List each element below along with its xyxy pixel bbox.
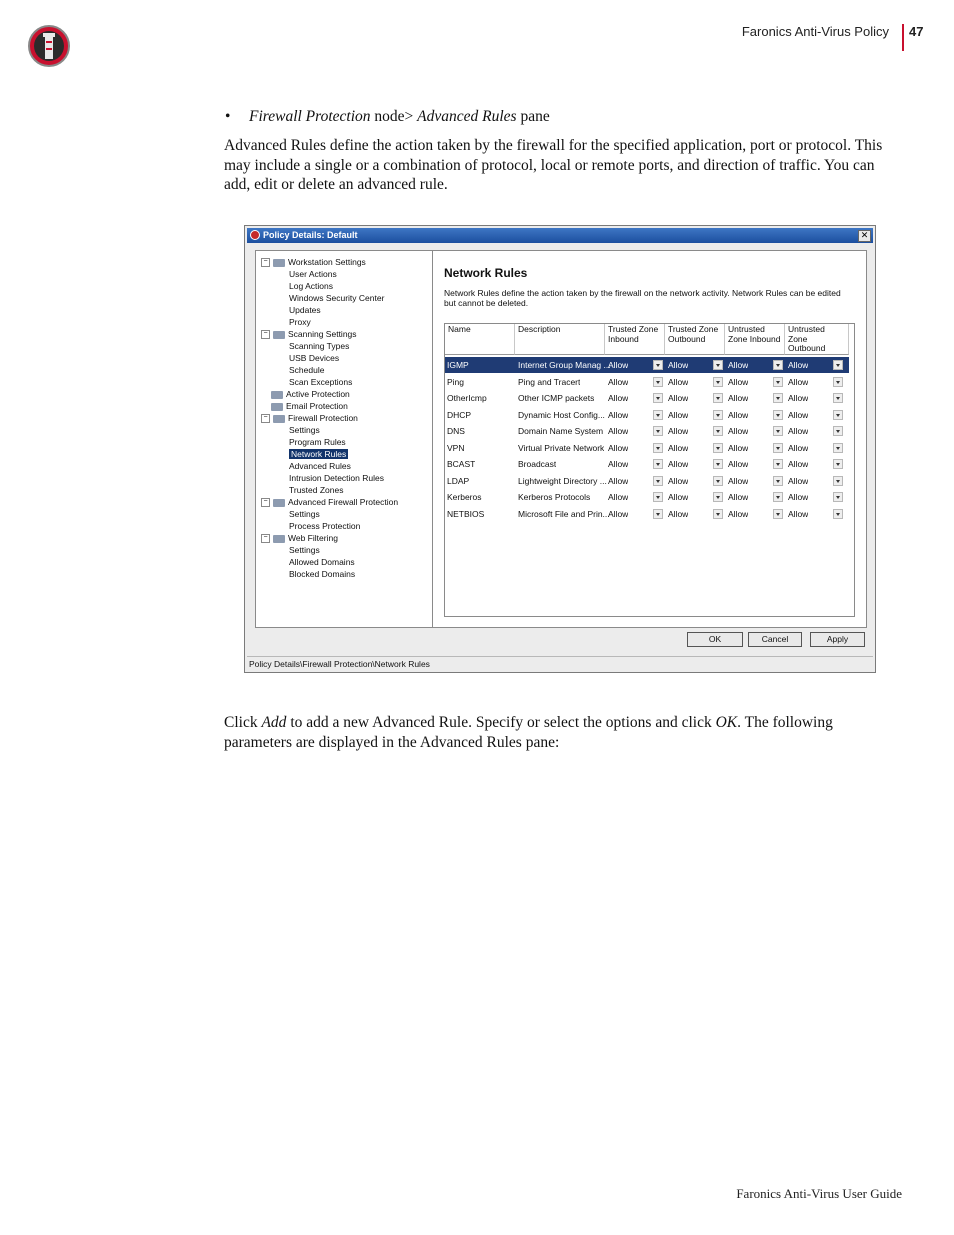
- rule-action-value: Allow: [608, 508, 629, 519]
- dropdown-arrow-icon[interactable]: [653, 443, 663, 453]
- folder-icon: [271, 391, 283, 399]
- dropdown-arrow-icon[interactable]: [713, 426, 723, 436]
- rule-action-value: Allow: [668, 508, 689, 519]
- rule-action-value: Allow: [788, 508, 809, 519]
- pane-description: Network Rules define the action taken by the firewall on the network activity. Network Rules can be edited but cannot be deleted.: [444, 288, 841, 308]
- tree-item[interactable]: [289, 364, 324, 376]
- rule-action-value: Allow: [788, 360, 809, 370]
- folder-icon: [273, 331, 285, 339]
- tree-item[interactable]: [261, 412, 358, 424]
- rule-action-value: Allow: [728, 376, 749, 387]
- rule-action-value: Allow: [728, 360, 749, 370]
- rule-action-value: Allow: [668, 393, 689, 403]
- dropdown-arrow-icon[interactable]: [833, 459, 843, 469]
- tree-item[interactable]: [289, 556, 355, 568]
- dropdown-arrow-icon[interactable]: [713, 360, 723, 370]
- rule-action-value: Allow: [668, 492, 689, 502]
- dropdown-arrow-icon[interactable]: [833, 377, 843, 387]
- rule-action-value: Allow: [668, 360, 689, 370]
- dropdown-arrow-icon[interactable]: [713, 509, 723, 519]
- status-bar: Policy Details\Firewall Protection\Network Rules: [247, 656, 873, 671]
- dropdown-arrow-icon[interactable]: [713, 393, 723, 403]
- rule-action-value: Allow: [788, 492, 809, 502]
- apply-button[interactable]: Apply: [810, 632, 865, 647]
- tree-item[interactable]: [289, 292, 384, 304]
- tree-item[interactable]: [289, 340, 349, 352]
- rule-name: LDAP: [447, 475, 470, 486]
- tree-item-label: Email Protection: [286, 401, 348, 411]
- bullet-sep: node>: [370, 108, 418, 125]
- table-row[interactable]: [445, 456, 849, 472]
- rule-action-value: Allow: [668, 475, 689, 486]
- tree-item-label: Proxy: [289, 317, 311, 327]
- bullet-node-name: Firewall Protection: [249, 108, 371, 125]
- bullet-dot: •: [225, 108, 231, 125]
- column-header[interactable]: Trusted Zone Inbound: [605, 324, 665, 355]
- tree-item[interactable]: [289, 376, 352, 388]
- table-row[interactable]: [445, 407, 849, 423]
- rule-name: DHCP: [447, 409, 472, 420]
- table-row[interactable]: [445, 423, 849, 439]
- policy-details-dialog: [244, 225, 876, 673]
- column-header[interactable]: Description: [515, 324, 605, 355]
- rule-action-value: Allow: [788, 426, 809, 436]
- rule-action-value: Allow: [728, 442, 749, 453]
- after-ok-word: OK: [715, 714, 738, 731]
- rule-action-value: Allow: [668, 459, 689, 469]
- column-header[interactable]: Untrusted Zone Outbound: [785, 324, 849, 355]
- rule-name: BCAST: [447, 459, 476, 469]
- expand-toggle-icon[interactable]: −: [261, 414, 270, 423]
- tree-item[interactable]: [289, 316, 311, 328]
- rule-action-value: Allow: [608, 475, 629, 486]
- network-rules-pane: [432, 250, 867, 628]
- tree-item[interactable]: [289, 484, 344, 496]
- dropdown-arrow-icon[interactable]: [833, 443, 843, 453]
- tree-item[interactable]: [289, 280, 333, 292]
- bullet-suffix: pane: [516, 108, 550, 125]
- rule-description: Other ICMP packets: [518, 393, 595, 403]
- dropdown-arrow-icon[interactable]: [653, 360, 663, 370]
- after-paragraph: [224, 713, 884, 752]
- dropdown-arrow-icon[interactable]: [833, 393, 843, 403]
- dropdown-arrow-icon[interactable]: [833, 360, 843, 370]
- tree-item-label: Settings: [289, 425, 320, 435]
- column-header[interactable]: Name: [445, 324, 515, 355]
- rule-name: NETBIOS: [447, 508, 485, 519]
- tree-item-label: Network Rules: [291, 449, 347, 459]
- page-number: 47: [909, 24, 924, 39]
- dropdown-arrow-icon[interactable]: [773, 393, 783, 403]
- rule-description: Broadcast: [518, 459, 557, 469]
- dropdown-arrow-icon[interactable]: [773, 492, 783, 502]
- tree-item-label: Intrusion Detection Rules: [289, 473, 384, 483]
- tree-item[interactable]: [261, 400, 348, 412]
- dropdown-arrow-icon[interactable]: [713, 476, 723, 486]
- rule-action-value: Allow: [788, 459, 809, 469]
- rule-action-value: Allow: [788, 409, 809, 420]
- tree-item-label: Advanced Firewall Protection: [288, 497, 399, 507]
- tree-item-label: Settings: [289, 545, 320, 555]
- expand-toggle-icon[interactable]: −: [261, 534, 270, 543]
- dropdown-arrow-icon[interactable]: [713, 410, 723, 420]
- rule-action-value: Allow: [728, 393, 749, 403]
- tree-item-label: Process Protection: [289, 521, 361, 531]
- policy-tree[interactable]: [255, 250, 433, 628]
- rule-action-value: Allow: [608, 442, 629, 453]
- tree-item-label: Program Rules: [289, 437, 346, 447]
- tree-item[interactable]: [289, 568, 355, 580]
- close-icon[interactable]: ✕: [858, 230, 871, 242]
- rule-action-value: Allow: [608, 426, 629, 436]
- header-title: Faronics Anti-Virus Policy: [741, 24, 889, 39]
- dropdown-arrow-icon[interactable]: [833, 426, 843, 436]
- dropdown-arrow-icon[interactable]: [653, 410, 663, 420]
- expand-toggle-icon[interactable]: −: [261, 258, 270, 267]
- bullet-pane-name: Advanced Rules: [417, 108, 517, 125]
- rule-action-value: Allow: [608, 409, 629, 420]
- dropdown-arrow-icon[interactable]: [773, 426, 783, 436]
- dropdown-arrow-icon[interactable]: [773, 360, 783, 370]
- tree-item[interactable]: [289, 352, 339, 364]
- rule-action-value: Allow: [788, 376, 809, 387]
- column-header[interactable]: Untrusted Zone Inbound: [725, 324, 785, 355]
- tree-item-label: Firewall Protection: [288, 413, 358, 423]
- tree-item-label: Advanced Rules: [289, 461, 351, 471]
- rule-name: IGMP: [447, 360, 469, 370]
- tree-item-label: Trusted Zones: [289, 485, 344, 495]
- rule-description: Dynamic Host Config...: [518, 409, 605, 420]
- rule-description: Virtual Private Network: [518, 442, 605, 453]
- tree-item-label: Active Protection: [286, 389, 350, 399]
- folder-icon: [273, 415, 285, 423]
- tree-item[interactable]: [289, 424, 320, 436]
- rule-action-value: Allow: [728, 492, 749, 502]
- after-text-2: to add a new Advanced Rule. Specify or select the options and click: [286, 714, 716, 731]
- tree-item[interactable]: [261, 532, 338, 544]
- dropdown-arrow-icon[interactable]: [833, 410, 843, 420]
- rule-description: Lightweight Directory ...: [518, 475, 607, 486]
- rule-action-value: Allow: [668, 376, 689, 387]
- folder-icon: [271, 403, 283, 411]
- table-row[interactable]: [445, 506, 849, 522]
- table-row[interactable]: [445, 390, 849, 406]
- rule-description: Microsoft File and Prin...: [518, 508, 610, 519]
- rule-action-value: Allow: [728, 409, 749, 420]
- rule-action-value: Allow: [788, 442, 809, 453]
- tree-item[interactable]: [289, 268, 337, 280]
- tree-item-label: Updates: [289, 305, 321, 315]
- table-row[interactable]: [445, 374, 849, 390]
- tree-item[interactable]: [289, 508, 320, 520]
- dropdown-arrow-icon[interactable]: [653, 459, 663, 469]
- after-add-word: Add: [261, 714, 287, 731]
- dropdown-arrow-icon[interactable]: [653, 509, 663, 519]
- tree-item-label: Scanning Types: [289, 341, 350, 351]
- tree-item-label: Settings: [289, 509, 320, 519]
- table-row[interactable]: [445, 440, 849, 456]
- expand-toggle-icon[interactable]: −: [261, 330, 270, 339]
- tree-item-label: USB Devices: [289, 353, 340, 363]
- dropdown-arrow-icon[interactable]: [713, 492, 723, 502]
- tree-item[interactable]: [289, 520, 360, 532]
- tree-item[interactable]: [289, 448, 348, 460]
- tree-item-label: Blocked Domains: [289, 569, 356, 579]
- tree-item[interactable]: [289, 472, 384, 484]
- pane-title: Network Rules: [444, 266, 528, 280]
- dropdown-arrow-icon[interactable]: [833, 492, 843, 502]
- rule-name: Kerberos: [447, 492, 482, 502]
- rule-action-value: Allow: [728, 475, 749, 486]
- table-row[interactable]: [445, 489, 849, 505]
- tree-item[interactable]: [289, 460, 351, 472]
- dropdown-arrow-icon[interactable]: [713, 377, 723, 387]
- dialog-title: Policy Details: Default: [263, 230, 358, 240]
- rule-action-value: Allow: [788, 475, 809, 486]
- rule-action-value: Allow: [668, 409, 689, 420]
- rule-action-value: Allow: [608, 492, 629, 502]
- expand-toggle-icon: [261, 403, 268, 410]
- rule-description: Internet Group Manag ...: [518, 360, 611, 370]
- rule-action-value: Allow: [668, 442, 689, 453]
- tree-item-label: Allowed Domains: [289, 557, 355, 567]
- tree-item[interactable]: [261, 256, 366, 268]
- cancel-button[interactable]: Cancel: [748, 632, 802, 647]
- dropdown-arrow-icon[interactable]: [653, 476, 663, 486]
- dropdown-arrow-icon[interactable]: [773, 377, 783, 387]
- tree-item[interactable]: [261, 388, 350, 400]
- rule-name: Ping: [447, 376, 465, 387]
- rule-action-value: Allow: [608, 459, 629, 469]
- network-rules-grid: [444, 323, 855, 617]
- tree-item-label: Log Actions: [289, 281, 333, 291]
- dropdown-arrow-icon[interactable]: [653, 377, 663, 387]
- dropdown-arrow-icon[interactable]: [653, 492, 663, 502]
- tree-item-label: Scan Exceptions: [289, 377, 353, 387]
- dialog-app-icon: [250, 230, 260, 240]
- header-divider: [902, 24, 904, 51]
- table-row[interactable]: [445, 473, 849, 489]
- faronics-logo: [27, 24, 71, 68]
- rule-action-value: Allow: [608, 376, 629, 387]
- dropdown-arrow-icon[interactable]: [653, 426, 663, 436]
- rule-action-value: Allow: [728, 426, 749, 436]
- folder-icon: [273, 259, 285, 267]
- table-row[interactable]: [445, 357, 849, 373]
- tree-item[interactable]: [289, 544, 320, 556]
- ok-button[interactable]: OK: [687, 632, 743, 647]
- rule-action-value: Allow: [728, 508, 749, 519]
- footer-guide-title: Faronics Anti-Virus User Guide: [736, 1186, 902, 1201]
- rule-action-value: Allow: [788, 393, 809, 403]
- folder-icon: [273, 535, 285, 543]
- bullet-item: [225, 108, 550, 126]
- tree-item-label: Scanning Settings: [288, 329, 357, 339]
- tree-item-label: Web Filtering: [288, 533, 338, 543]
- expand-toggle-icon: [261, 391, 268, 398]
- intro-paragraph: Advanced Rules define the action taken by the firewall for the specified application, port or protocol. This may include a single or a combination of protocol, local or remote ports, and direction of traffic. You can add, edit or delete an advanced rule.: [224, 137, 883, 193]
- rule-action-value: Allow: [668, 426, 689, 436]
- rule-description: Ping and Tracert: [518, 376, 581, 387]
- tree-item[interactable]: [289, 436, 346, 448]
- rule-action-value: Allow: [608, 360, 629, 370]
- dropdown-arrow-icon[interactable]: [773, 459, 783, 469]
- rule-name: DNS: [447, 426, 465, 436]
- rule-description: Domain Name System: [518, 426, 604, 436]
- rule-action-value: Allow: [608, 393, 629, 403]
- dropdown-arrow-icon[interactable]: [773, 476, 783, 486]
- dropdown-arrow-icon[interactable]: [773, 443, 783, 453]
- tree-item-label: Schedule: [289, 365, 325, 375]
- dropdown-arrow-icon[interactable]: [773, 410, 783, 420]
- tree-item-label: Windows Security Center: [289, 293, 385, 303]
- expand-toggle-icon[interactable]: −: [261, 498, 270, 507]
- folder-icon: [273, 499, 285, 507]
- dialog-titlebar: [247, 228, 873, 243]
- rule-action-value: Allow: [728, 459, 749, 469]
- dropdown-arrow-icon[interactable]: [773, 509, 783, 519]
- dropdown-arrow-icon[interactable]: [713, 459, 723, 469]
- after-text-1: Click: [224, 714, 262, 731]
- tree-item-label: User Actions: [289, 269, 337, 279]
- dropdown-arrow-icon[interactable]: [833, 476, 843, 486]
- tree-item[interactable]: [261, 328, 357, 340]
- column-header[interactable]: Trusted Zone Outbound: [665, 324, 725, 355]
- after-text-3: . The following parameters are displayed in the Advanced Rules pane:: [224, 714, 833, 751]
- rule-name: OtherIcmp: [447, 393, 487, 403]
- rule-name: VPN: [447, 442, 465, 453]
- dropdown-arrow-icon[interactable]: [653, 393, 663, 403]
- tree-item-label: Workstation Settings: [288, 257, 366, 267]
- tree-item[interactable]: [261, 496, 398, 508]
- dropdown-arrow-icon[interactable]: [713, 443, 723, 453]
- dropdown-arrow-icon[interactable]: [833, 509, 843, 519]
- rule-description: Kerberos Protocols: [518, 492, 591, 502]
- tree-item[interactable]: [289, 304, 321, 316]
